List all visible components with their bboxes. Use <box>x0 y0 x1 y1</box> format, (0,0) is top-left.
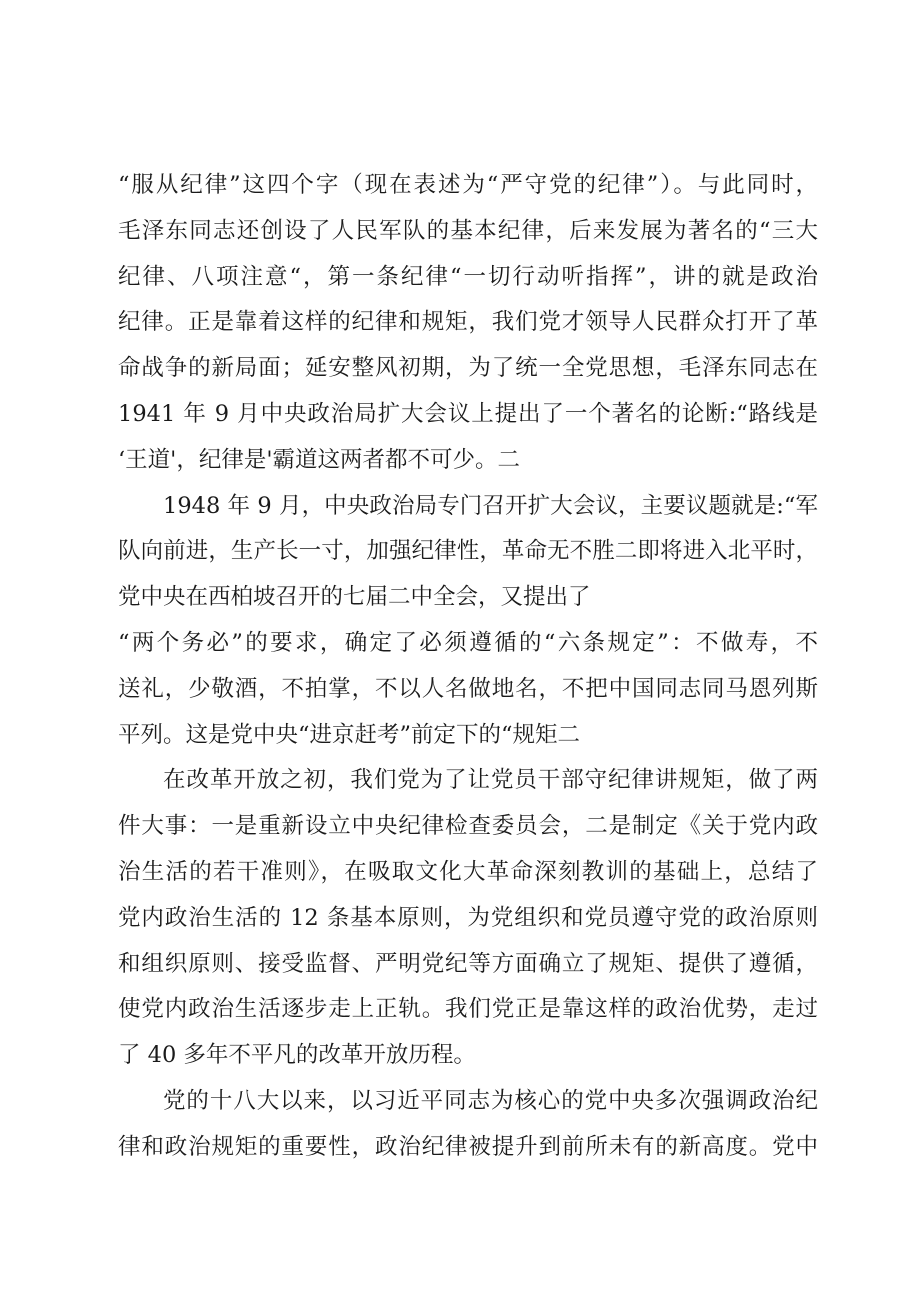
text-line: 和组织原则、接受监督、严明党纪等方面确立了规矩、提供了遵循， <box>118 950 818 977</box>
text-line: 了 40 多年不平凡的改革开放历程。 <box>118 1042 476 1069</box>
text-line: 件大事：一是重新设立中央纪律检查委员会，二是制定《关于党内政 <box>118 813 818 840</box>
paragraph-4 <box>118 1079 818 1171</box>
text-line: 1948 年 9 月，中央政治局专门召开扩大会议，主要议题就是:“军 <box>163 492 818 519</box>
text-line: 纪律、八项注意“，第一条纪律“一切行动听指挥”，讲的就是政治 <box>118 263 818 290</box>
text-line: “服从纪律”这四个字（现在表述为“严守党的纪律”）。与此同时， <box>118 172 818 198</box>
text-line: 治生活的若干准则》，在吸取文化大革命深刻教训的基础上，总结了 <box>118 858 818 885</box>
paragraph-1 <box>118 163 818 484</box>
text-line: 1941 年 9 月中央政治局扩大会议上提出了一个著名的论断:“路线是 <box>118 400 818 427</box>
text-line: ‘王道'，纪律是'霸道这两者都不可少。二 <box>118 446 521 473</box>
text-line: 党中央在西柏坡召开的七届二中全会，又提出了 <box>118 584 591 611</box>
text-line: 送礼，少敬酒，不拍掌，不以人名做地名，不把中国同志同马恩列斯 <box>118 675 818 702</box>
text-line: 纪律。正是靠着这样的纪律和规矩，我们党才领导人民群众打开了革 <box>118 309 818 336</box>
text-line: 平列。这是党中央“进京赶考”前定下的“规矩二 <box>118 721 581 748</box>
body-text <box>118 163 818 1171</box>
text-line: 党的十八大以来，以习近平同志为核心的党中央多次强调政治纪 <box>163 1087 818 1114</box>
text-line: 党内政治生活的 12 条基本原则，为党组织和党员遵守党的政治原则 <box>118 904 818 931</box>
text-line: 使党内政治生活逐步走上正轨。我们党正是靠这样的政治优势，走过 <box>118 996 818 1023</box>
text-line: “两个务必”的要求，确定了必须遵循的“六条规定”：不做寿，不 <box>118 629 818 656</box>
text-line: 律和政治规矩的重要性，政治纪律被提升到前所未有的新高度。党中 <box>118 1133 818 1160</box>
text-line: 毛泽东同志还创设了人民军队的基本纪律，后来发展为著名的“三大 <box>118 217 818 244</box>
text-line: 队向前进，生产长一寸，加强纪律性，革命无不胜二即将进入北平时， <box>118 538 818 565</box>
text-line: 在改革开放之初，我们党为了让党员干部守纪律讲规矩，做了两 <box>163 767 818 794</box>
text-line: 命战争的新局面；延安整风初期，为了统一全党思想，毛泽东同志在 <box>118 355 818 382</box>
paragraph-3 <box>118 758 818 1079</box>
paragraph-2 <box>118 484 818 759</box>
